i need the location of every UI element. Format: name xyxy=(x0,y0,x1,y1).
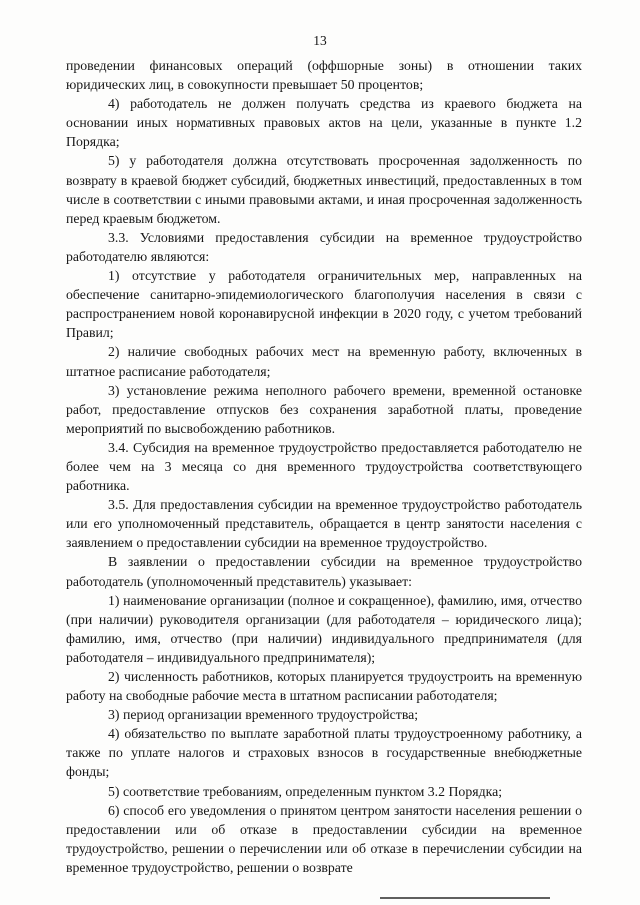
paragraph-condition-3: 3) установление режима неполного рабочего времени, временной остановке работ, предоставление отпусков без сохранения заработной платы, проведение мероприятий по высвобождению работников. xyxy=(66,382,582,436)
paragraph-3-3: 3.3. Условиями предоставления субсидии на временное трудоустройство работодателю являются: xyxy=(66,229,582,264)
paragraph-application-item-5: 5) соответствие требованиям, определенным пунктом 3.2 Порядка; xyxy=(108,783,503,799)
paragraph-condition-1: 1) отсутствие у работодателя ограничительных мер, направленных на обеспечение санитарно-эпидемиологического благополучия населения в связи с распространением новой коронавирусной инфекции в 2020 году, с учетом требований Правил; xyxy=(66,268,582,341)
paragraph-item-4: 4) работодатель не должен получать средства из краевого бюджета на основании иных нормативных правовых актов на цели, указанные в пункте 1.2 Порядка; xyxy=(66,96,582,150)
scan-artifact-line xyxy=(380,897,550,899)
paragraph-item-5: 5) у работодателя должна отсутствовать просроченная задолженность по возврату в краевой бюджет субсидий, бюджетных инвестиций, предоставленных в том числе в соответствии с иными правовыми актами, и иная просроченная задолженность перед краевым бюджетом. xyxy=(66,153,582,226)
paragraph-application-item-3: 3) период организации временного трудоустройства; xyxy=(108,707,419,723)
paragraph-3-5: 3.5. Для предоставления субсидии на временное трудоустройство работодатель или его уполномоченный представитель, обращается в центр занятости населения с заявлением о предоставлении субсидии на временное трудоустройство. xyxy=(66,497,582,551)
document-body xyxy=(66,56,582,877)
paragraph-continuation: проведении финансовых операций (оффшорные зоны) в отношении таких юридических лиц, в совокупности превышает 50 процентов; xyxy=(66,58,582,93)
paragraph-condition-2: 2) наличие свободных рабочих мест на временную работу, включенных в штатное расписание работодателя; xyxy=(66,344,582,379)
paragraph-application-item-4: 4) обязательство по выплате заработной платы трудоустроенному работнику, а также по уплате налогов и страховых взносов в государственные внебюджетные фонды; xyxy=(66,726,582,780)
paragraph-3-4: 3.4. Субсидия на временное трудоустройство предоставляется работодателю не более чем на 3 месяца со дня временного трудоустройства соответствующего работника. xyxy=(66,439,582,494)
paragraph-application-item-1: 1) наименование организации (полное и сокращенное), фамилию, имя, отчество (при наличии) руководителя организации (для работодателя – юридического лица); фамилию, имя, отчество (при наличии) индивидуального предпринимателя (для работодателя – индивидуального предпринимателя); xyxy=(66,592,582,665)
paragraph-application-item-2: 2) численность работников, которых планируется трудоустроить на временную работу на свободные рабочие места в штатном расписании работодателя; xyxy=(66,669,582,704)
paragraph-application-item-6: 6) способ его уведомления о принятом центром занятости населения решении о предоставлении или об отказе в предоставлении субсидии на временное трудоустройство, решении о перечислении или об отказе в перечислении субсидии на временное трудоустройство, решении о возврате xyxy=(66,802,582,875)
paragraph-application-intro: В заявлении о предоставлении субсидии на временное трудоустройство работодатель (уполномоченный представитель) указывает: xyxy=(66,554,582,589)
page-number: 13 xyxy=(313,33,327,48)
